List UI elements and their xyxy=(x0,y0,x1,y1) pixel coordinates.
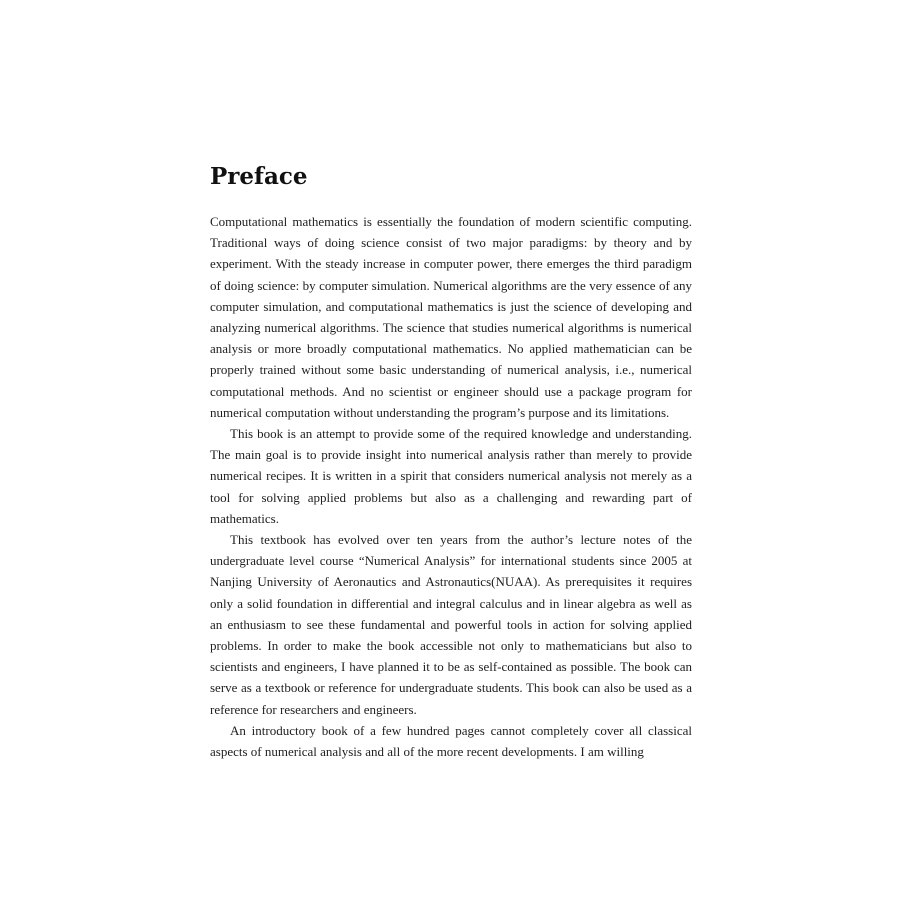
paragraph-4: An introductory book of a few hundred pages cannot completely cover all classical aspects of numerical analysis and all of the more recent developments. I am willing xyxy=(210,722,692,760)
paragraph-2: This book is an attempt to provide some of the required knowledge and understanding. The main goal is to provide insight into numerical analysis rather than merely to provide numerical recipes. It is written in a spirit that considers numerical analysis not merely as a tool for solving applied problems but also as a challenging and rewarding part of mathematics. xyxy=(210,426,692,526)
paragraph-3: This textbook has evolved over ten years from the author’s lecture notes of the undergraduate level course “Numerical Analysis” for international students since 2005 at Nanjing University of Aeronautics and Astronautics(NUAA). As prerequisites it requires only a solid foundation in differential and integral calculus and in linear algebra as well as an enthusiasm to see these fundamental and powerful tools in action for solving applied problems. In order to make the book accessible not only to mathematicians but also to scientists and engineers, I have planned it to be as self-contained as possible. The book can serve as a textbook or reference for undergraduate students. This book can also be used as a reference for researchers and engineers. xyxy=(210,532,692,717)
page-title: Preface xyxy=(210,163,308,190)
preface-body xyxy=(210,211,692,762)
paragraph-1: Computational mathematics is essentially the foundation of modern scientific computing. Traditional ways of doing science consist of two major paradigms: by theory and by experiment. With the steady increase in computer power, there emerges the third paradigm of doing science: by computer simulation. Numerical algorithms are the very essence of any computer simulation, and computational mathematics is just the science of developing and analyzing numerical algorithms. The science that studies numerical algorithms is numerical analysis or more broadly computational mathematics. No applied mathematician can be properly trained without some basic understanding of numerical analysis, i.e., numerical computational methods. And no scientist or engineer should use a package program for numerical computation without understanding the program’s purpose and its limitations. xyxy=(210,214,692,420)
